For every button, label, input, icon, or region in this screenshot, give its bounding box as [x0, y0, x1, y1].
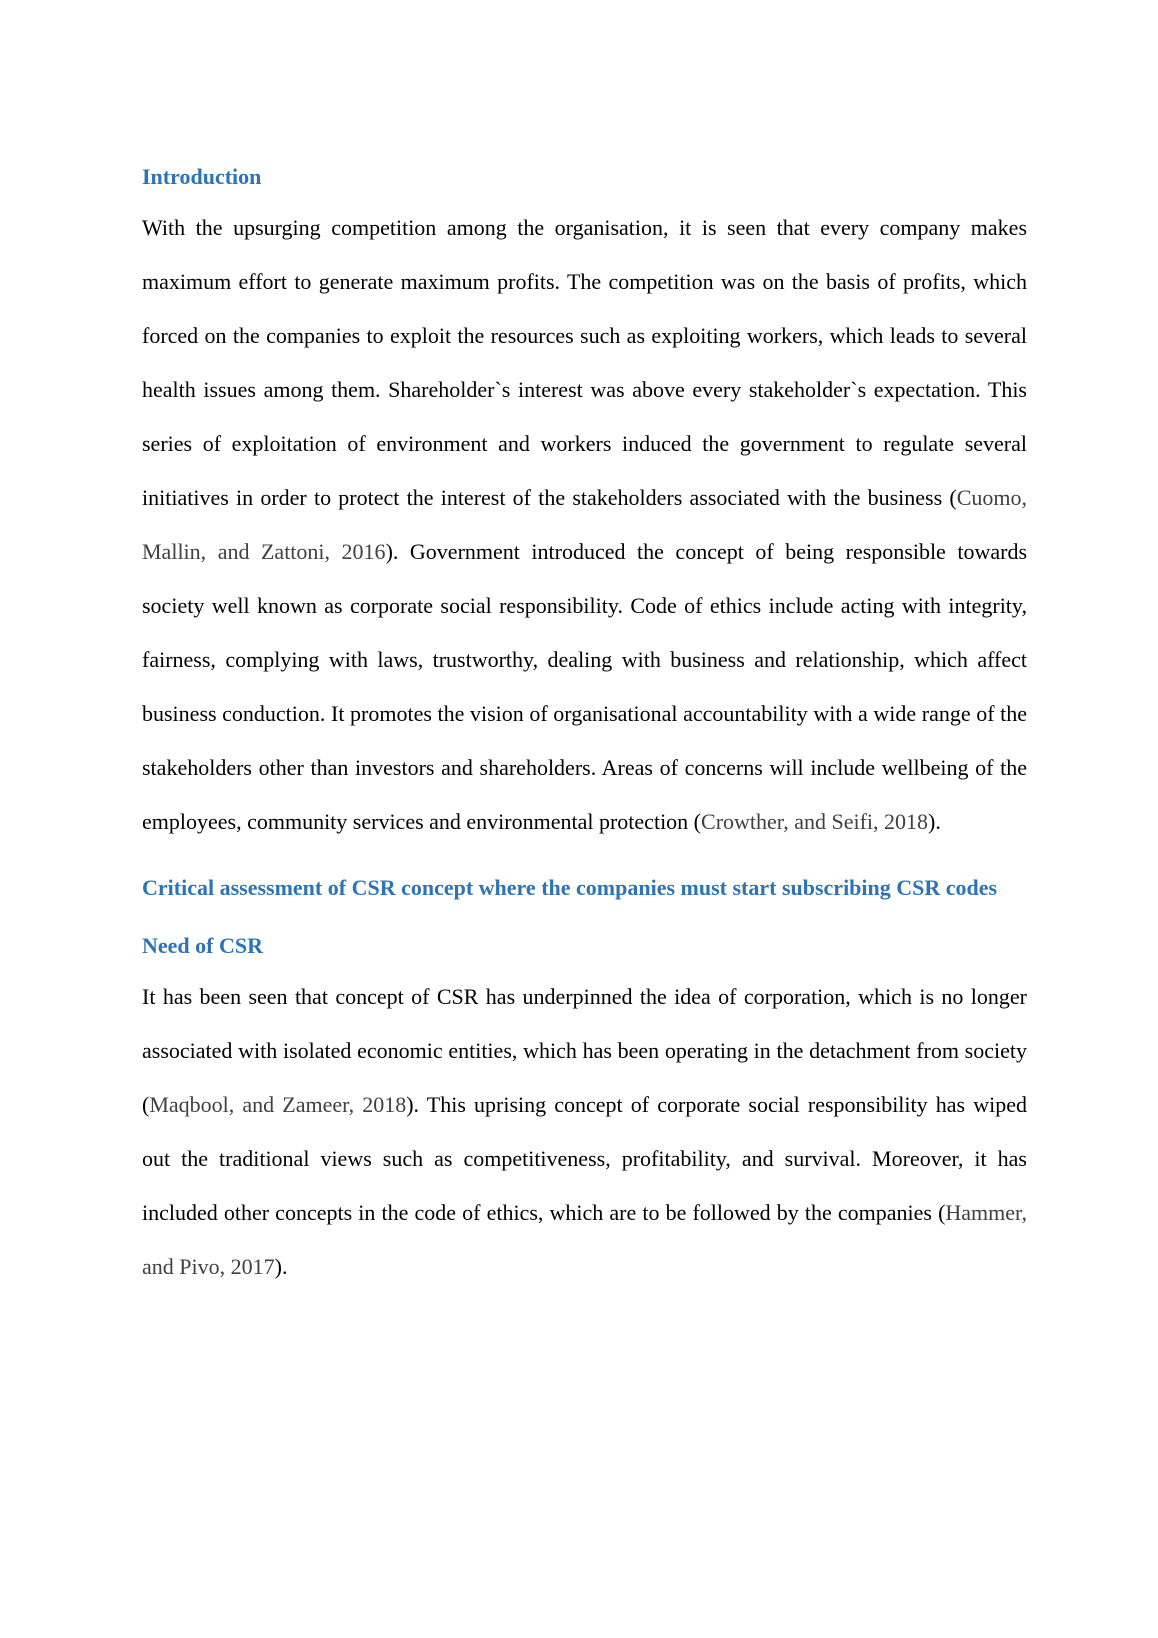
introduction-paragraph — [142, 201, 1027, 849]
intro-text-part-1: With the upsurging competition among the organisation, it is seen that every company makes maximum effort to generate maximum profits. The competition was on the basis of profits, which forced on the companies to exploit the resources such as exploiting workers, which leads to several health issues among them. Shareholder`s interest was above every stakeholder`s expectation. This series of exploitation of environment and workers induced the government to regulate several initiatives in order to protect the interest of the stakeholders associated with the business ( — [142, 215, 1027, 510]
citation-cuomo: Cuomo, Mallin, and Zattoni, 2016 — [142, 485, 1027, 564]
document-page — [142, 160, 1027, 1294]
introduction-heading: Introduction — [142, 164, 262, 189]
need-text-part-2: ). This uprising concept of corporate social responsibility has wiped out the traditional views such as competitiveness, profitability, and survival. Moreover, it has included other concepts in the code of ethics, which are to be followed by the companies ( — [142, 1092, 1027, 1225]
intro-text-part-2: ). Government introduced the concept of being responsible towards society well known as corporate social responsibility. Code of ethics include acting with integrity, fairness, complying with laws, trustworthy, dealing with business and relationship, which affect business conduction. It promotes the vision of organisational accountability with a wide range of the stakeholders other than investors and shareholders. Areas of concerns will include wellbeing of the employees, community services and environmental protection ( — [142, 539, 1028, 834]
need-of-csr-paragraph — [142, 970, 1027, 1294]
intro-text-part-3: ). — [928, 809, 941, 834]
need-text-part-3: ). — [274, 1254, 288, 1279]
citation-maqbool: Maqbool, and Zameer, 2018 — [149, 1092, 407, 1117]
citation-crowther: Crowther, and Seifi, 2018 — [701, 809, 929, 834]
critical-assessment-heading: Critical assessment of CSR concept where the companies must start subscribing CSR codes — [142, 875, 998, 900]
need-of-csr-heading: Need of CSR — [142, 933, 263, 958]
citation-hammer: Hammer, and Pivo, 2017 — [142, 1200, 1027, 1279]
need-text-part-1: It has been seen that concept of CSR has underpinned the idea of corporation, which is no longer associated with isolated economic entities, which has been operating in the detachment from society ( — [142, 984, 1027, 1117]
